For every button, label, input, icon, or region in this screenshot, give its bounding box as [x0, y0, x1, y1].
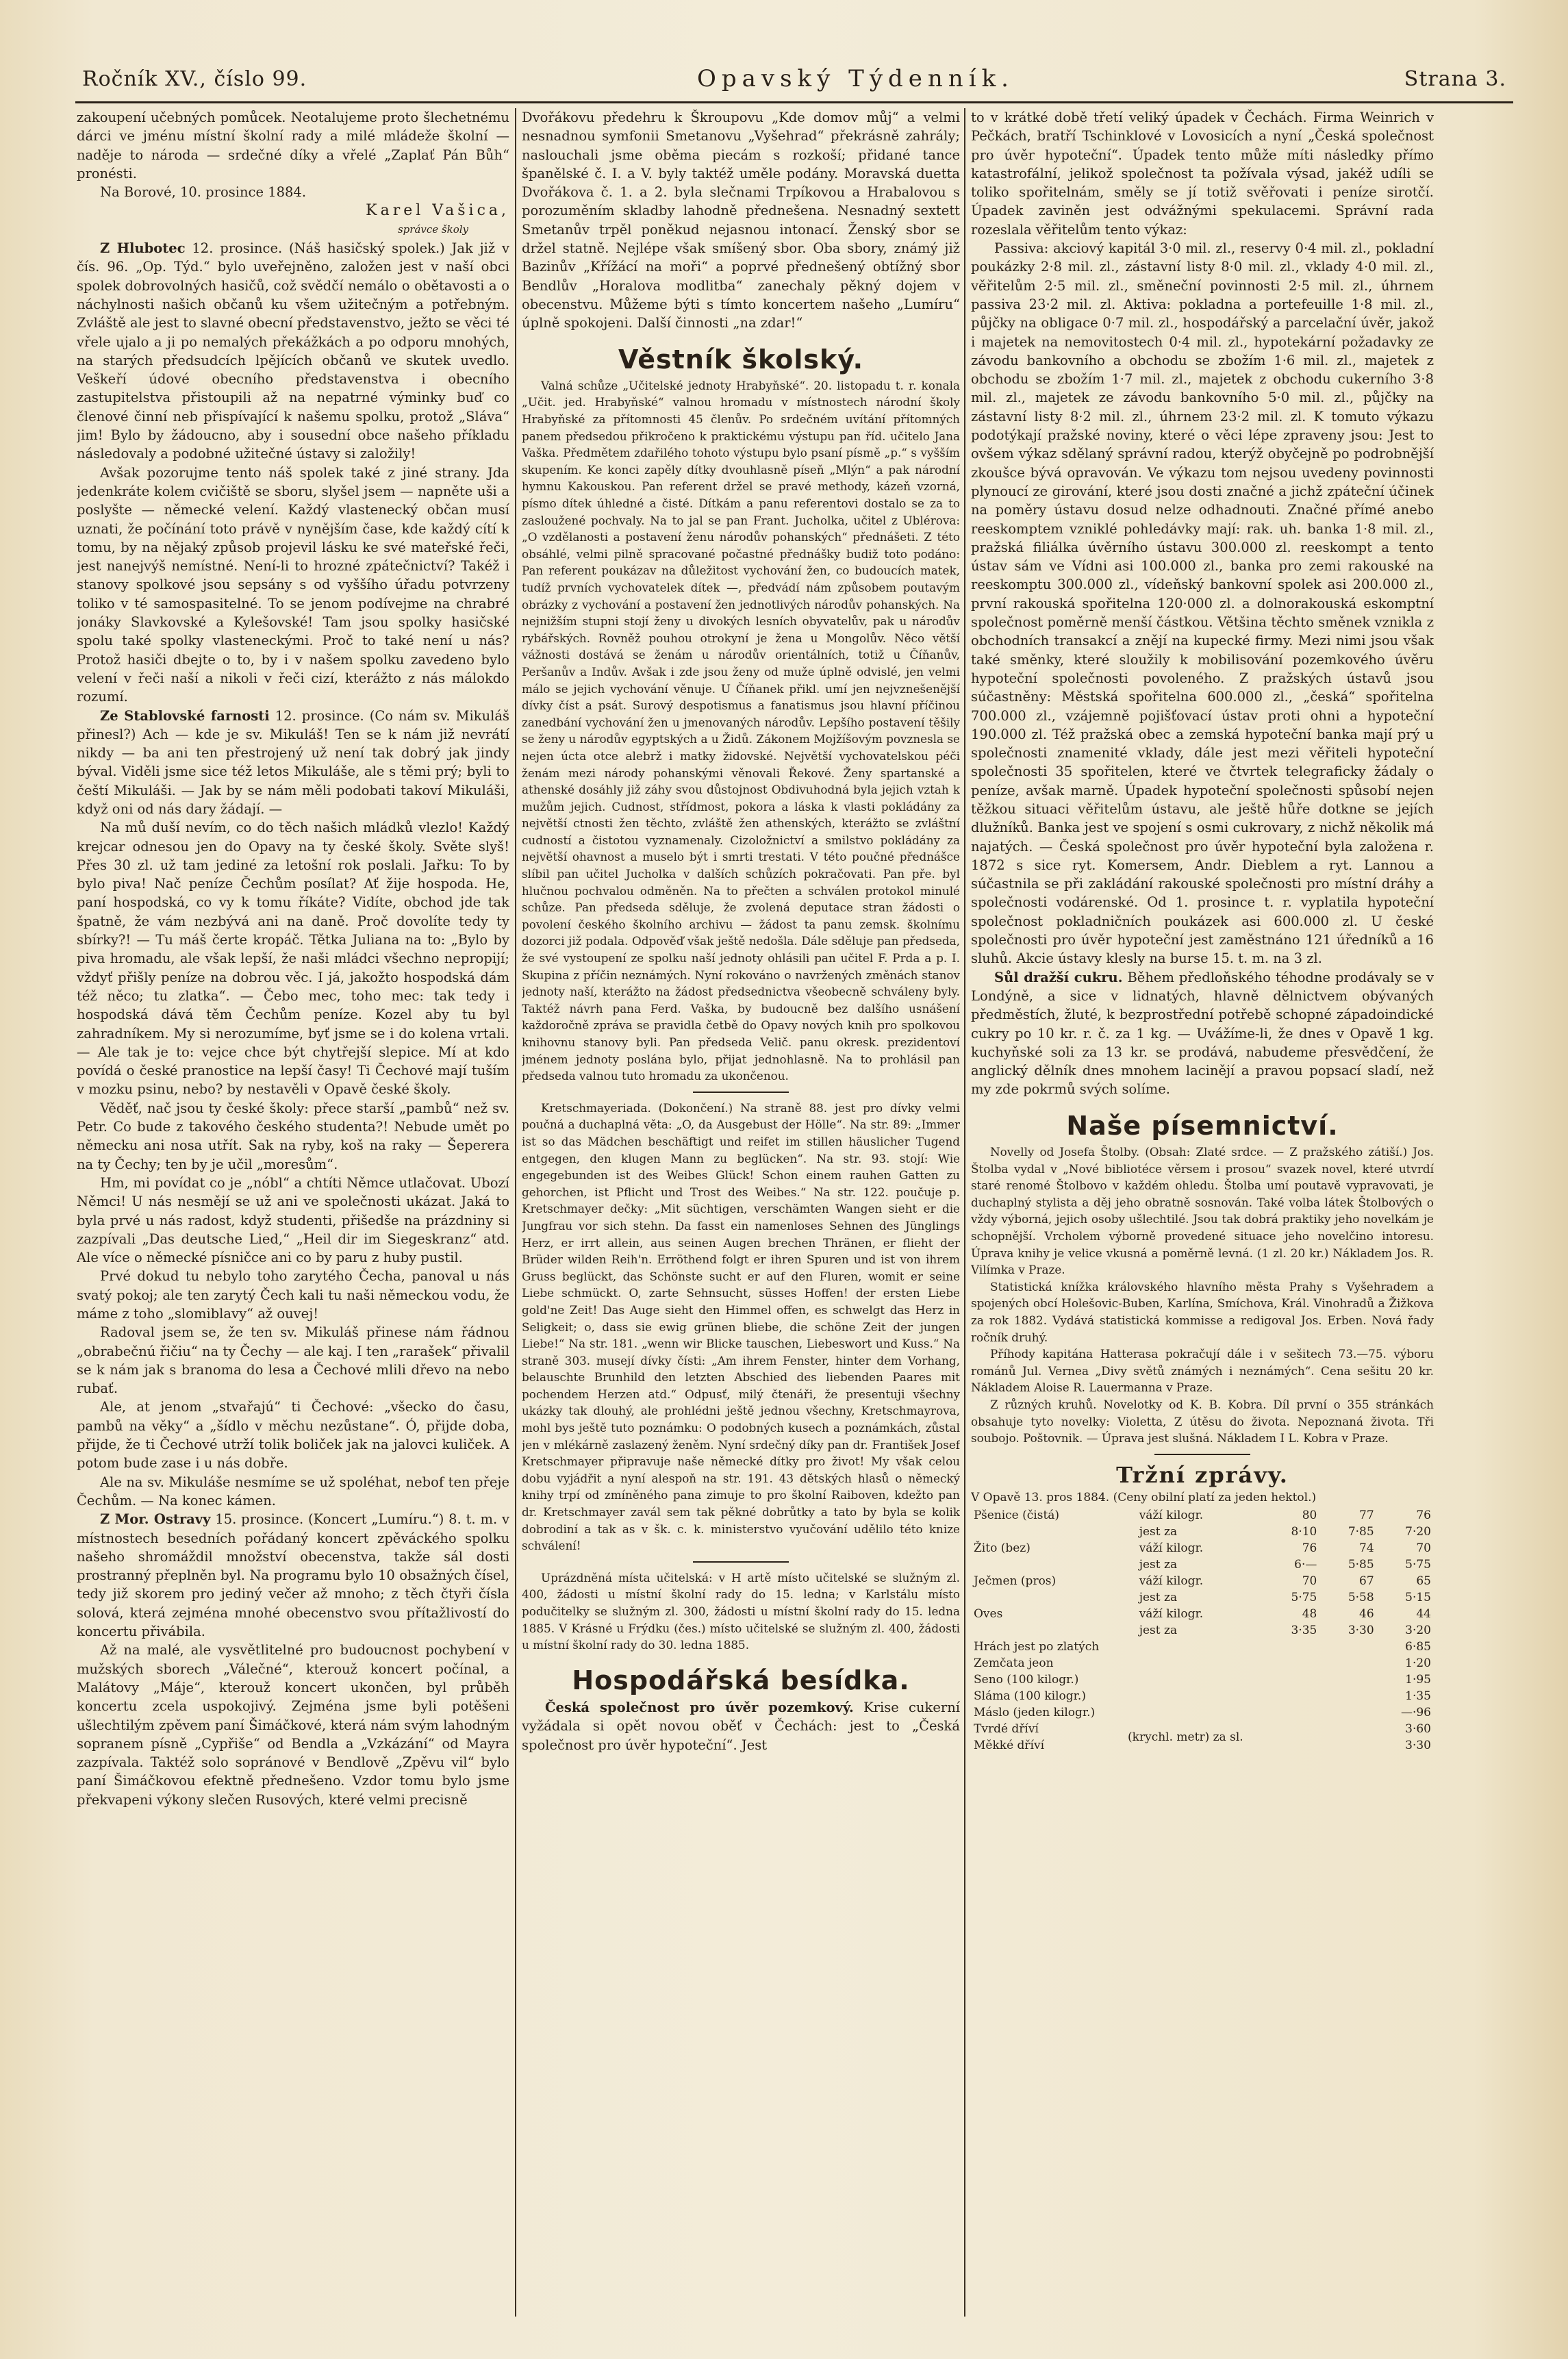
table-row	[971, 1556, 1434, 1573]
wood-values: 3·60 3·30	[1405, 1722, 1431, 1753]
separator	[693, 1092, 789, 1093]
table-cell: Sláma (100 kilogr.)	[974, 1689, 1086, 1704]
table-cell: 65	[1416, 1574, 1431, 1589]
article-title: Sůl dražší cukru.	[994, 969, 1123, 985]
table-cell: jest za	[1139, 1591, 1178, 1605]
paragraph	[77, 239, 509, 464]
school-news	[522, 377, 960, 1654]
table-cell: 5·15	[1405, 1591, 1431, 1605]
paragraph: zakoupení učebných pomůcek. Neotalujeme proto šlechetnému dárci ve jménu místní školní rady a milé mládeže školní — naděje to národa — srdečné díky a vřelé „Zaplať Pán Bůh“ pronésti.	[77, 110, 509, 181]
market-table	[971, 1507, 1434, 1639]
paragraph: Kretschmayeriada. (Dokončení.) Na straně 88. jest pro dívky velmi poučná a duchaplná věta: „O, da Ausgebust der Hölle“. Na str. 89: „Immer ist so das Mädchen beschäftigt und reifet im stillen häuslicher Tugend entgegen, den klugen Mann zu beglücken“. Na str. 93. stojí: Wie engegebunden ist des Weibes Glück! Schon einem rauhen Gatten zu gehorchen, ist Pflicht und Trost des Weibes.“ Na str. 122. poučuje p. Kretschmayer dečky: „Mit süchtigen, verschämten Wangen sieht er die Jungfrau vor sich stehn. Da fasst ein namenloses Sehnen des Jünglings Herz, er irrt allein, aus seinen Augen brechen Thränen, er flieht der Brüder wilden Reih'n. Erröthend folgt er ihren Spuren und ist von ihrem Gruss beglückt, das Schönste sucht er auf den Fluren, womit er seine Liebe schmückt. O, zarte Sehnsucht, süsses Hoffen! der ersten Liebe gold'ne Zeit! Das Auge sieht den Himmel offen, es schwelgt das Herz in Seligkeit; o, dass sie ewig grünen bliebe, die schöne Zeit der jungen Liebe!“ Na str. 181. „wenn wir Blicke tauschen, Liebeswort und Kuss.“ Na straně 303. musejí dívky čísti: „Am ihrem Fenster, hinter dem Vorhang, belauschte Brunhild den letzten Abschied des liebenden Paares mit pochendem Herzen atd.“ Odpusť, milý čtenáři, že presentuji všechny ukázky tak dlouhý, ale prohlédni ještě jednou všechny, Kretschmayrova, mohl bys ještě tuto poznámku: O podobných kusech a poznámkách, zůstal jen v mlékárně zaslazený ženěm. Nyní srdečný díky pan dr. František Josef Kretschmayer připravuje naše německé dítky pro život! My však celou dobu vyjádřit a nyní alespoň na str. 191. 43 dětských hlasů o německý knihy trpí od zmíněného pana zimuje to pro školní Raiboven, kdežto pan dr. Kretschmayer zavál sem tak pěkné dobrůtky a tato by byla se kolik dobrodiní a tak as v šk. c. k. ministerstvo vyučování udělilo této knize schválení!	[522, 1100, 960, 1553]
table-row	[971, 1589, 1434, 1606]
table-row	[971, 1639, 1434, 1655]
table-cell: 76	[1416, 1509, 1431, 1523]
table-row	[971, 1704, 1434, 1721]
table-row	[971, 1524, 1434, 1540]
table-row	[971, 1573, 1434, 1589]
table-cell: 46	[1359, 1607, 1374, 1622]
table-row	[971, 1655, 1434, 1672]
table-cell: Pšenice (čistá)	[974, 1509, 1060, 1523]
section-title-literature: Naše písemnictví.	[1066, 1110, 1339, 1141]
paragraph: Uprázdněná místa učitelská: v H artě místo učitelské se služným zl. 400, žádosti u místní školní rady do 15. ledna; v Karlstálu místo podučitelky se služným zl. 300, žádosti u místní školní rady do 15. ledna 1885. V Krásné u Frýdku (čes.) místo učitelské se služným zl. 400, žádosti u místní školní rady do 30. ledna 1885.	[522, 1570, 960, 1652]
table-cell: 8·10	[1291, 1525, 1317, 1539]
paragraph-text: 12. prosince. (Náš hasičský spolek.) Jak již v čís. 96. „Op. Týd.“ bylo uveřejněno, založen jest v naší obci spolek dobrovolných hasičů, což svědčí nemálo o obětavosti a o náchylnosti našich občanů ku všem užitečným a potřebným. Zvláště ale jest to slavné obecní představenstvo, ježto se věci té vřele ujalo a ji po nemalých překážkách a po odporu mnohých, na starých předsudcích lpějících občanů ve skutek uvedlo. Veškeří údové obecního představenstva i obecního zastupitelstva přistoupili až na nepatrné výminky buď co členové činní neb přispívající k našemu spolku, protož „Sláva“ jim! Bylo by žádoucno, aby i sousední obce našeho příkladu následovaly a podobné užitečné ústavy si založily!	[77, 240, 509, 462]
table-cell: 1·20	[1405, 1656, 1431, 1671]
table-row	[971, 1606, 1434, 1622]
table-row	[971, 1507, 1434, 1524]
table-row	[971, 1721, 1434, 1754]
table-row	[971, 1540, 1434, 1556]
paragraph: Na mů duší nevím, co do těch našich mládků vlezlo! Každý krejcar odnesou jen do Opavy na ty české školy. Světe slyš! Přes 30 zl. už tam jediné za letošní rok poslali. Jařku: To by bylo piva! Nač peníze Čechům posílat? Ať žije hospoda. He, paní hospodská, co vy k tomu říkáte? Vidíte, obchod jde tak špatně, že vám nezbývá ani na daně. Proč dovolíte tedy ty sbírky?! — Tu máš čerte kropáč. Tětka Juliana na to: „Bylo by piva hromadu, ale však lepší, že naši mládci všechno nepropijí; vždyť přišly peníze na dobrou věc. I já, jakožto hospodská dám též něco; tu zlatka“. — Čebo mec, toho mec: tak tedy i hospodská dává těm Čechům peníze. Kozel aby tu byl zahradníkem. My si nerozumíme, byť jsme se i do kolena vrtali. — Ale tak je to: vejce chce být chytřejší slepice. Mí at kdo povídá o české pranostice na lepší časy! Ti Čechové mají tuším v mozku psinu, nebo? by nestavěli v Opavě české školy.	[77, 820, 509, 1098]
table-cell: váží kilogr.	[1139, 1607, 1204, 1622]
separator	[693, 1561, 789, 1563]
table-cell: Máslo (jeden kilogr.)	[974, 1706, 1096, 1720]
paragraph-text: 15. prosince. (Koncert „Lumíru.“) 8. t. m. v místnostech besedních pořádaný koncert zpěváckého spolku našeho shromáždil množství obecenstva, takže sál dosti prostranný přeplněn byl. Na programu bylo 10 obsažných čísel, tedy již skorem pro jediný večer až mnoho; z těch čtyři čísla solová, která zejména mnohé obecenstvo svou přítažlivostí do koncertu přivábila.	[77, 1511, 509, 1640]
paragraph: Avšak pozorujme tento náš spolek také z jiné strany. Jda jedenkráte kolem cvičiště se sboru, slyšel jsem — napněte uši a poslyšte — německé velení. Každý vlastenecký občan musí uznati, že počínání toto právě v nynějším čase, kde každý cítí k tomu, by na nějaký způsob projevil lásku ke své mateřské řeči, jest nanejvýš nemístné. Není-li to hrozné zpátečnictví? Takéž i stanovy spolkové jsou sepsány s od vyššího úřadu potvrzeny toliko v té samospasitelné. To se jenom podívejme na chrabré jonáky Slavkovské a Kylešovské! Tam jsou spolky hasičské spolu také spolky vlasteneckými. Proč to také není u nás? Protož hasiči dbejte o to, by i v našem spolku zavedeno bylo velení v řeči naší a nikoli v řeči cizí, kterážto z nás málokdo rozumí.	[77, 464, 509, 705]
header-rule	[75, 101, 1513, 103]
column-1	[77, 108, 509, 2317]
section-title-school: Věstník školský.	[618, 344, 864, 375]
table-cell	[971, 1524, 1137, 1540]
table-cell: Ječmen (pros)	[974, 1574, 1057, 1589]
paragraph: Ale na sv. Mikuláše nesmíme se už spoléhat, nebof ten přeje Čechům. — Na konec kámen.	[77, 1474, 509, 1509]
section-title-economy: Hospodářská besídka.	[572, 1665, 910, 1695]
paragraph	[971, 968, 1434, 1099]
market-title: Tržní zprávy.	[1116, 1461, 1289, 1488]
issue-number: Ročník XV., číslo 99.	[82, 66, 307, 91]
table-cell: 74	[1359, 1541, 1374, 1556]
market-header: V Opavě 13. pros 1884. (Ceny obilní platí za jeden hektol.)	[971, 1491, 1317, 1505]
table-cell: 7·20	[1405, 1525, 1431, 1539]
signature-role: správce školy	[397, 223, 468, 236]
literature-news	[971, 1144, 1434, 1447]
table-cell: 67	[1359, 1574, 1374, 1589]
table-cell: 1·35	[1405, 1689, 1431, 1704]
paragraph: Prvé dokud tu nebylo toho zarytého Čecha, panoval u nás svatý pokoj; ale ten zarytý Čech kali tu naši německou vodu, že máme z toho „slomiblavy“ až ouvej!	[77, 1268, 509, 1322]
table-cell: váží kilogr.	[1139, 1541, 1204, 1556]
place-name: Z Hlubotec	[100, 240, 186, 257]
table-cell: Zemčata jeon	[974, 1656, 1054, 1671]
table-cell: 5·75	[1291, 1591, 1317, 1605]
table-cell: váží kilogr.	[1139, 1574, 1204, 1589]
table-row	[971, 1672, 1434, 1688]
paragraph: Dvořákovu předehru k Škroupovu „Kde domov můj“ a velmi nesnadnou symfonii Smetanovu „Vyšehrad“ překrásně zahrály; naslouchali jsme oběma piecám s rozkoší; přidané tance španělské č. I. a V. byly taktéž uměle podány. Moravská duetta Dvořákova č. 1. a 2. byla slečnami Trpíkovou a Hrabalovou s porozuměním skladby lahodně přednešena. Nesnadný sextett Smetanův trpěl poněkud nejasnou intonací. Ženský sbor se držel statně. Nejlépe však smíšený sbor. Oba sbory, známý již Bazinův „Křížácí na moři“ a poprvé přednešený obtížný sbor Bendlův „Horalova modlitba“ zanechaly pěkný dojem v obecenstvu. Můžeme býti s tímto koncertem našeho „Lumíru“ úplně spokojeni. Další činnosti „na zdar!“	[522, 110, 960, 331]
column-divider	[515, 108, 516, 2317]
table-cell: jest za	[1139, 1624, 1178, 1638]
place-name: Z Mor. Ostravy	[100, 1511, 211, 1528]
table-cell: 70	[1302, 1574, 1317, 1589]
wood-label: Tvrdé dříví Měkké dříví	[974, 1722, 1045, 1753]
market-extra-table	[971, 1639, 1434, 1721]
table-cell: váží kilogr.	[1139, 1509, 1204, 1523]
table-cell: 77	[1359, 1509, 1374, 1523]
table-cell: Žito (bez)	[974, 1541, 1030, 1556]
paragraph: Z různých kruhů. Novelotky od K. B. Kobra. Díl první o 355 stránkách obsahuje tyto novelky: Violetta, Z útěsu do života. Nepoznaná života. Tři soubojo. Poštovnik. — Úprava jest slušná. Nákladem I L. Kobra v Praze.	[971, 1397, 1434, 1446]
table-cell: 5·58	[1348, 1591, 1374, 1605]
paragraph: Passiva: akciový kapitál 3·0 mil. zl., reservy 0·4 mil. zl., pokladní poukázky 2·8 mil. zl., zástavní listy 8·0 mil. zl., vklady 4·0 mil. zl., věřitelům 2·5 mil. zl., směneční povinnosti 2·5 mil. zl., úhrnem passiva 23·2 mil. zl. Aktiva: pokladna a portefeuille 1·8 mil. zl., půjčky na obligace 0·7 mil. zl., hospodářský a parcelační úvěr, jakož i majetek na nemovitostech 0·4 mil. zl., hypotekární požadavky ze závodu bankovního a obchodu se zbožím 1·6 mil. zl., majetek z obchodu se zbožím 1·7 mil. zl., majetek z obchodu cukerního 3·8 mil. zl., majetek ze závodu bankovního 5·0 mil. zl., půjčky na zástavní listy 8·2 mil. zl., úhrnem 23·2 mil. zl. K tomuto výkazu podotýkají pražské noviny, které o věci lépe zpraveny jsou: Jest to ovšem výkaz sdělaný správní radou, kterýž obyčejně po podrobnější zkoušce bývá opravován. Ve výkazu tom nejsou uvedeny povinnosti plynoucí ze girování, které jsou dosti značné a jichž zpáteční účinek na poměry ústavu dosud nelze odhadnouti. Značné přímé anebo reeskomptem vzniklé pohledávky mají: rak. uh. banka 1·8 mil. zl., pražská filiálka úvěrního ústavu 300.000 zl. reeskompt a tento ústav sám ve Vídni asi 100.000 zl., banka pro zemi rakouské na reeskomptu 300.000 zl., vídeňský bankovní spolek asi 200.000 zl., první rakouská spořitelna 120·000 zl. a dolnorakouská eskomptní společnost poměrně menší částkou. Většina těchto směnek vznikla z obchodních transakcí a znějí na kupecké firmy. Mezi nimi jsou však také směnky, které sloužily k mobilisování pozemkového úvěru hypoteční společnosti povoleného. Z pražských ústavů jsou súčastněny: Městská spořitelna 600.000 zl., „česká“ spořitelna 700.000 zl., vzájemně pojišťovací ústav proti ohni a hypoteční 190.000 zl. Též pražská obec a zemská hypoteční banka mají prý u společnosti znamenité vklady, dále jest mezi věřiteli hypoteční společnosti 35 spořitelen, které ve čtvrtek telegraficky žádaly o peníze, avšak marně. Úpadek hypoteční společnosti spůsobí nejen těžkou situaci věřitelům ústavu, ale ještě hůře dotkne se jejích dlužníků. Banka jest ve spojení s osmi cukrovary, z nichž několik má najatých. — Česká společnost pro úvěr hypoteční byla založena r. 1872 s sice ryt. Komersem, Andr. Dieblem a ryt. Lannou a súčastnila se při zakládání rakouské společnosti pro místní dráhy a společnosti vodárenské. Od 1. prosince t. r. vyplatila hypoteční společnost pokladničních poukázek asi 600.000 zl. U české společnosti pro úvěr hypoteční jest zaměstnáno 121 úředníků a 16 sluhů. Akcie ústavy klesly na burse 15. t. m. na 3 zl.	[971, 240, 1434, 967]
table-cell: 48	[1302, 1607, 1317, 1622]
paragraph: Příhody kapitána Hatterasa pokračují dále i v sešitech 73.—75. výboru románů Jul. Vernea „Divy světů známých i neznámých“. Cena sešitu 20 kr. Nákladem Aloise R. Lauermanna v Praze.	[971, 1347, 1434, 1395]
table-cell	[971, 1556, 1137, 1573]
table-cell: jest za	[1139, 1525, 1178, 1539]
paragraph: Valná schůze „Učitelské jednoty Hrabyňské“. 20. listopadu t. r. konala „Učit. jed. Hrabyňské“ valnou hromadu v místnostech národní školy Hrabyňské za přítomnosti 45 členův. Po srdečném uvítání přítomných panem předsedou přikročeno k praktickému výstupu pan říd. učitelo Jana Vaška. Předmětem zdařilého tohoto výstupu bylo psaní písmě „p.“ s vyšším skupením. Ke konci zapěly dítky dvouhlasně píseň „Mlýn“ a pak národní hymnu Kakouskou. Pan referent držel se pravé methody, kázeň vzorná, písmo dítek úhledné a čisté. Dítkám a panu referentovi dostalo se za to zasloužené pochvaly. Na to jal se pan Frant. Jucholka, učitel z Ublérova: „O vzdělanosti a postavení ženu národův pohanských“ přednášeti. Z této obsáhlé, velmi pilně spracované počastné přednášky budiž toto podáno: Pan referent poukázav na důležitost vychování žen, co budoucích matek, tudíž prvních vychovatelek dítek —, předvádí nám způsobem poutavým obrázky z vychování a postavení žen jednotlivých národův pohanských. Na nejnižším stupni stojí ženy u divokých lesních obyvatelův, pak u národův rybářských. Rovněž pouhou otrokyní je žena u Mongolův. Něco větší vážnosti dostává se ženám u národův orientálních, totiž u Číňanův, Peršanův a Indův. Avšak i zde jsou ženy od muže úplně odvislé, jen velmi málo se jejich vychování věnuje. U Číňanek přikl. umí jen nejvznešenější dívky číst a psát. Surový despotismus a fanatismus jsou hlavní příčinou zanedbání vychování žen u jmenovaných národův. Lepšího postavení těšily se ženy u národův egyptských a u Židů. Zákonem Mojžíšovým povznesla se nejen úcta otce alebrž i matky židovské. Největší vychovatelskou péči ženám mezi národy pohanskými věnovali Řekové. Ženy spartanské a athenské dosáhly již záhy svou důstojnost Obdivuhodná byla jejich vztah k mužům jejich. Cudnost, střídmost, pokora a láska k vlasti pokládány za největší ctnosti žen těchto, zvláště žen athenských, kterážto se zvláštní cudností a čistotou vyznamenaly. Cizoložnictví a smilstvo pokládány za největší ohavnost a muselo být i smrti trestati. V této poučné přednášce slíbil pan učitel Jucholka v dalších schůzích pokračovati. Pan pře. byl hlučnou pochvalou odměněn. Na to přečten a schválen protokol minulé schůze. Pan předseda sděluje, že zvolená deputace stran žádosti o povolení českého školního archivu — žádost ta panu zemsk. školnímu dozorci již podala. Odpověď však ještě nedošla. Dále sděluje pan předseda, že své vystoupení ze spolku naší jednoty ohlásili pan učitel F. Prda a p. I. Skupina z příčin neznámých. Nyní rokováno o navržených změnách stanov jednoty naší, kterážto na žádost předsednictva všeobecně schváleny byly. Taktéž návrh pana Ferd. Vaška, by budoucně bez dalšího usnášení každoročně zpráva se pravidla četbě do Opavy nových knih pro spolkovou knihovnu stanovy byli. Pan předseda Velič. panu okresk. prezidentoví jménem jednoty poslána bylo, přijat jednohlasně. Na to prohlásil pan předseda valnou tuto hromadu za ukončenou.	[522, 378, 960, 1083]
table-cell: 7·85	[1348, 1525, 1374, 1539]
table-cell: 3·35	[1291, 1624, 1317, 1638]
paragraph: Věděť, nač jsou ty české školy: přece starší „pambů“ než sv. Petr. Co bude z takového českého studenta?! Nebude umět po německu ani nosa utřít. Sak na ryby, koš na raky — Šeperera na ty Čechy; ten by je učil „moresům“.	[77, 1100, 509, 1172]
wood-table	[971, 1721, 1434, 1754]
table-cell: 70	[1416, 1541, 1431, 1556]
table-cell: Hrách jest po zlatých	[974, 1640, 1100, 1654]
column-2	[522, 108, 960, 2317]
paragraph	[522, 1698, 960, 1754]
table-cell: 1·95	[1405, 1673, 1431, 1687]
article-title: Česká společnost pro úvěr pozemkový.	[545, 1700, 854, 1716]
table-cell: 5·85	[1348, 1558, 1374, 1572]
table-cell: 6·85	[1405, 1640, 1431, 1654]
table-cell: 3·20	[1405, 1624, 1431, 1638]
table-cell: 3·30	[1348, 1624, 1374, 1638]
place-name: Ze Stablovské farnosti	[100, 707, 270, 724]
paragraph-text: Krise cukerní vyžádala si opět novou oběť v Čechách: jest to „Česká společnost pro úvěr hypoteční“. Jest	[522, 1700, 960, 1753]
table-cell: 6·—	[1294, 1558, 1317, 1572]
table-cell	[971, 1589, 1137, 1606]
paragraph: Hm, mi povídat co je „nóbl“ a chtíti Němce utlačovat. Ubozí Němci! U nás nesmějí se už ani ve společnosti ukázat. Jaká to byla prvé u nás radost, když studenti, přišedše na prázdniny si zazpívali „Das deutsche Lied,“ „Heil dir im Siegeskranz“ atd. Ale více o německé písničce ani co by paru z huby pustil.	[77, 1174, 509, 1266]
signature: Karel Vašica,	[366, 202, 509, 220]
paragraph-text: Během předloňského téhodne prodávaly se v Londýně, a sice v lidnatých, hlavně dělnictvem obývaných předměstích, žluté, k bezprostřední potřebě schopné západoindické cukry po 10 kr. r. č. za 1 kg. — Uvážíme-li, že dnes v Opavě 1 kg. kuchyňské soli za 13 kr. se prodává, nabudeme přesvědčení, že anglický dělník dnes mnohem lacinějí a pravou popsací sladí, než my zde pokrmů svých solíme.	[971, 969, 1434, 1098]
column-3	[971, 108, 1434, 2317]
paragraph: Novelly od Josefa Štolby. (Obsah: Zlaté srdce. — Z pražského zátiší.) Jos. Štolba vydal v „Nové bibliotéce věrsem i prosou“ svazek novel, které utvrdí staré renomé Štolbovo v každém ohledu. Štolba umí poutavě vypravovati, je duchaplný stylista a děj jeho obratně sosnován. Také volba látek Štolbových o vždy výborná, jejich osoby ušlechtilé. Jsou tak dobrá praktiky jeho novelkám je schopnější. Vrcholem výborně provedené situace jeho novelčino intoresu. Úprava knihy je velice vkusná a poměrně levná. (1 zl. 20 kr.) Nákladem Jos. R. Vilímka v Praze.	[971, 1145, 1434, 1277]
newspaper-title: Opavský Týdenník.	[696, 65, 1014, 92]
dateline: Na Borové, 10. prosince 1884.	[100, 184, 307, 201]
paragraph: Až na malé, ale vysvětlitelné pro budoucnost pochybení v mužských sborech „Válečné“, kterouž koncert počínal, a Malátovy „Máje“, kterouž koncert ukončen, byl průběh koncertu zcela uspokojivý. Zejména jsme byli potěšeni ušlechtilým zpěvem paní Šimáčkové, která nám svým lahodným sopranem písně „Cypřiše“ od Bendla a „Vzkázání“ od Mayra zazpívala. Taktéž solo sopránové v Bendlově „Zpěvu vil“ bylo paní Šimáčkovou efektně přednešeno. Vzdor tomu bylo jsme překvapeni výkony slečen Rusových, které velmi precisně	[77, 1642, 509, 1808]
page-number: Strana 3.	[1404, 66, 1506, 91]
wood-unit: (krychl. metr) za sl.	[1128, 1730, 1243, 1745]
table-cell: jest za	[1139, 1558, 1178, 1572]
table-cell: 76	[1302, 1541, 1317, 1556]
page-header	[82, 58, 1506, 99]
table-cell: 5·75	[1405, 1558, 1431, 1572]
table-cell: Oves	[974, 1607, 1003, 1622]
paragraph: Ale, at jenom „stvařajú“ ti Čechové: „všecko do času, pambů na věky“ a „šídlo v měchu nezůstane“. Ó, přijde doba, přijde, že ti Čechové utrží tolik boliček jak na jalovci kuliček. A potom bude zase i u nás dobře.	[77, 1399, 509, 1472]
table-cell: —·96	[1400, 1706, 1431, 1720]
table-row	[971, 1622, 1434, 1639]
table-cell	[971, 1622, 1137, 1639]
paragraph: Statistická knížka královského hlavního města Prahy s Vyšehradem a spojených obcí Holešovic-Buben, Karlína, Smíchova, Král. Vinohradů a Žižkova za rok 1882. Vydává statistická kommisse a redigoval Jos. Erben. Nová řady ročník druhý.	[971, 1279, 1434, 1344]
separator	[1154, 1454, 1250, 1455]
table-cell: 44	[1416, 1607, 1431, 1622]
paragraph-text: 12. prosince. (Co nám sv. Mikuláš přinesl?) Ach — kde je sv. Mikuláš! Ten se k nám již nevrátí nikdy — ba ani ten přestrojený už není tak dobrý jak jindy býval. Viděli jsme sice též letos Mikuláše, ale s těmi prý; byli to čeští Mikuláši. — Jak by se nám měli podobati takoví Mikuláši, když oni od nás dary žádají. —	[77, 707, 509, 817]
table-cell: Seno (100 kilogr.)	[974, 1673, 1079, 1687]
paragraph: Radoval jsem se, že ten sv. Mikuláš přinese nám řádnou „obrabečnú řičiu“ na ty Čechy — ale kaj. I ten „rarašek“ přivalil se k nám jak s branoma do lesa a Čechové mlili dřevo na nebo rubať.	[77, 1324, 509, 1397]
table-cell: 80	[1302, 1509, 1317, 1523]
paragraph	[77, 1510, 509, 1641]
table-row	[971, 1688, 1434, 1704]
paragraph	[77, 707, 509, 819]
paragraph: to v krátké době třetí veliký úpadek v Čechách. Firma Weinrich v Pečkách, bratří Tschinklové v Lovosicích a nyní „Česká společnost pro úvěr hypoteční“. Úpadek tento může míti následky přímo katastrofální, jelikož společnost ta požívala výsad, jakéž udíli se toliko spořitelnám, směly se jí totiž svěřovati i peníze sirotčí. Úpadek zaviněn jest odvážnými spekulacemi. Správní rada rozeslala věřitelům tento výkaz:	[971, 110, 1434, 238]
column-divider	[964, 108, 965, 2317]
